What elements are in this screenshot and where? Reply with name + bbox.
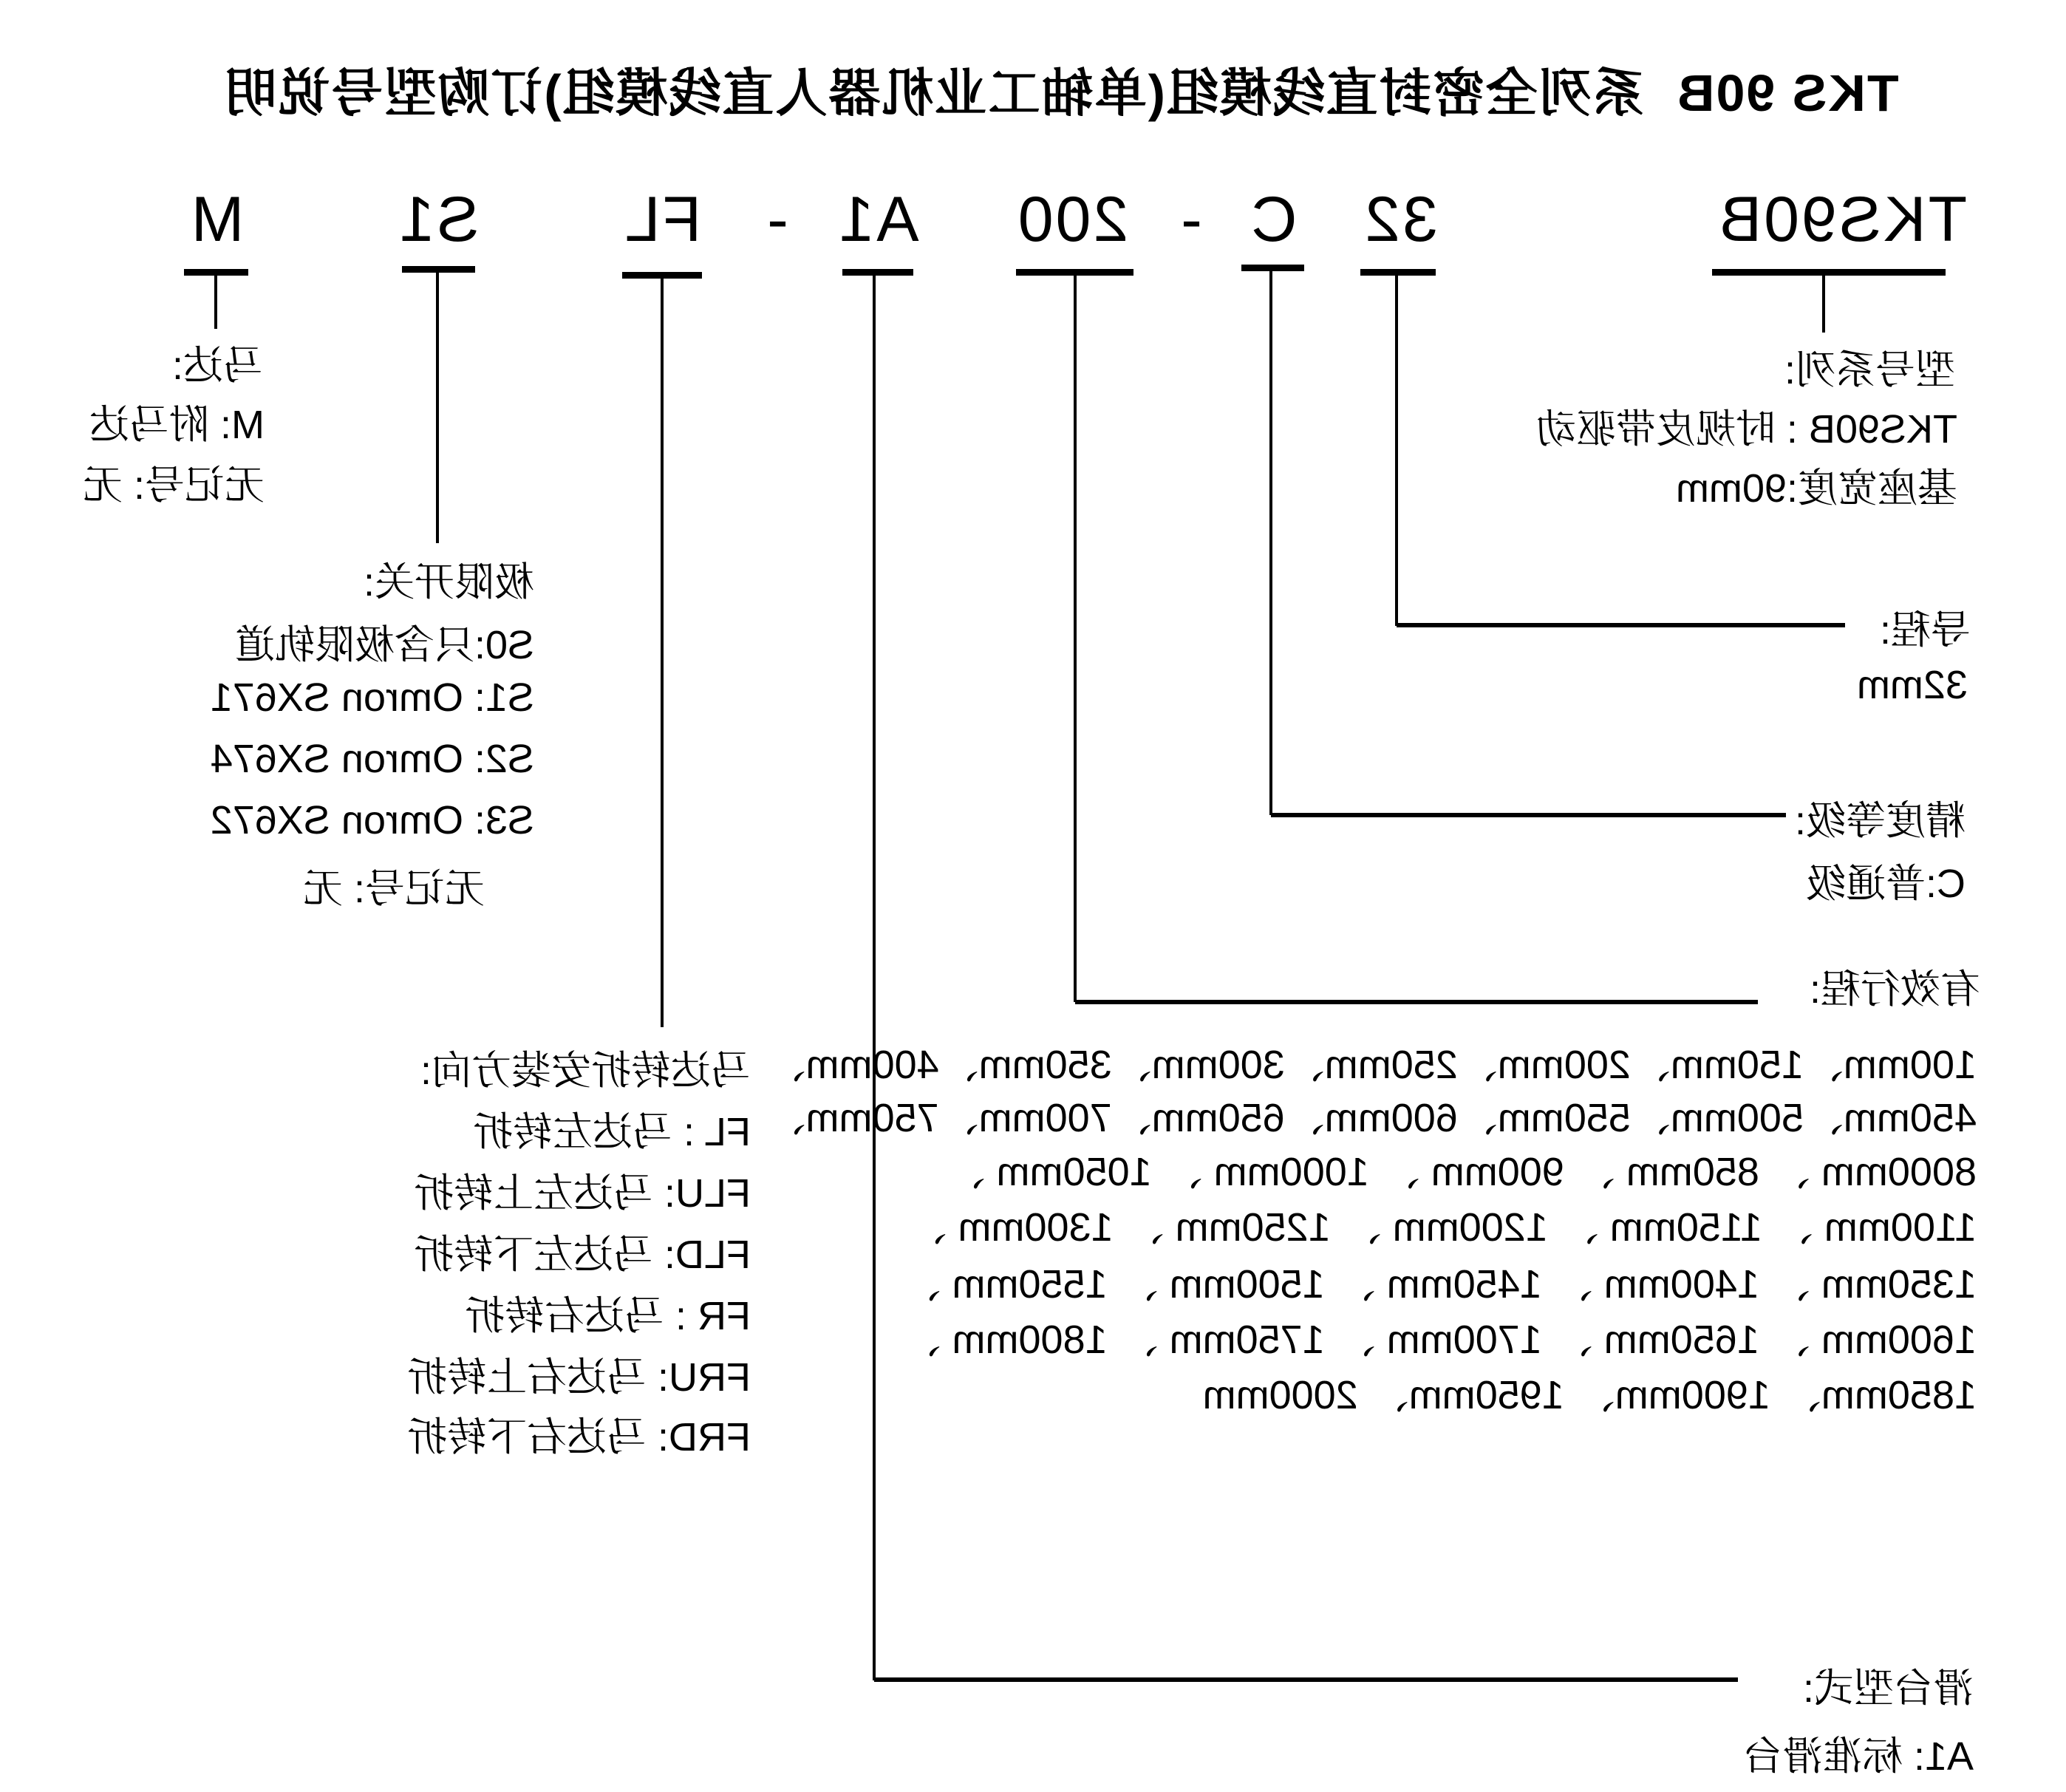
stroke-line-7: 1850mm、 1900mm、 1950mm、 2000mm xyxy=(1202,1373,1977,1417)
stroke-line-3: 8000mm 、 850mm 、 900mm 、 1000mm 、 1050mm 、 xyxy=(945,1150,1977,1194)
page-title: TKS 90B 系列全密封直线模组(单轴工业机器人直线模组)订购型号说明 xyxy=(223,64,1899,122)
underline-slider xyxy=(842,269,913,276)
series-line-1: TKS90B : 时规皮带驱动 xyxy=(1535,407,1957,452)
slider-line-1: A1: 标准滑台 xyxy=(1742,1734,1974,1779)
motordir-line-3: FLD: 马达左下转折 xyxy=(413,1233,751,1277)
switch-line-4: S3: Omron SX672 xyxy=(210,798,534,842)
vline-switch xyxy=(436,272,439,543)
lead-label: 导程: xyxy=(1879,608,1971,653)
series-line-2: 基座宽度:90mm xyxy=(1675,466,1957,511)
code-segment-lead: 32 xyxy=(1363,184,1438,255)
code-segment-slider: A1 xyxy=(836,184,919,255)
code-segment-dash-2: - xyxy=(765,184,788,255)
underline-accuracy xyxy=(1241,265,1304,271)
leader-slider xyxy=(874,1677,1738,1682)
underline-lead xyxy=(1360,269,1436,276)
motordir-line-2: FLU: 马达左上转折 xyxy=(413,1171,751,1216)
slider-label: 滑台型式: xyxy=(1802,1666,1974,1711)
switch-line-5: 无记号: 无 xyxy=(302,867,485,911)
motordir-line-6: FRD: 马达右下转折 xyxy=(407,1415,751,1459)
motor-label: 马达: xyxy=(171,344,263,388)
switch-line-2: S1: Omron SX671 xyxy=(210,675,534,720)
stroke-label: 有效行程: xyxy=(1809,967,1980,1012)
vline-stroke xyxy=(1074,275,1077,1002)
stroke-line-2: 450mm、500mm、550mm、600mm、650mm、700mm、750mm、 xyxy=(766,1096,1977,1140)
vline-slider xyxy=(873,275,876,1680)
code-segment-accuracy: C xyxy=(1249,184,1298,255)
code-segment-series: TKS90B xyxy=(1716,184,1968,255)
code-segment-motordir: FL xyxy=(622,184,702,255)
vline-motor xyxy=(214,275,217,329)
accuracy-line-1: C:普通级 xyxy=(1806,862,1966,906)
lead-line-1: 32mm xyxy=(1856,663,1968,707)
motordir-label: 马达转折安装方向: xyxy=(420,1049,751,1093)
accuracy-label: 精度等级: xyxy=(1794,799,1966,843)
motordir-line-5: FRU: 马达右上转折 xyxy=(407,1355,751,1400)
vline-series xyxy=(1822,275,1825,333)
vline-accuracy xyxy=(1269,270,1272,815)
stroke-line-5: 1350mm 、 1400mm 、 1450mm 、 1500mm 、 1550mm 、 xyxy=(901,1262,1977,1306)
switch-label: 极限开关: xyxy=(363,560,534,604)
motordir-line-1: FL : 马达左转折 xyxy=(472,1110,751,1154)
motor-line-2: 无记号: 无 xyxy=(82,463,265,508)
code-segment-dash-1: - xyxy=(1179,184,1202,255)
code-segment-motor: M xyxy=(188,184,245,255)
switch-line-3: S2: Omron SX674 xyxy=(210,737,534,781)
stroke-line-6: 1600mm 、 1650mm 、 1700mm 、 1750mm 、 1800mm 、 xyxy=(901,1318,1977,1362)
leader-stroke xyxy=(1075,1000,1758,1004)
motor-line-1: M: 附马达 xyxy=(89,403,265,447)
series-label: 型号系列: xyxy=(1784,348,1955,392)
leader-lead xyxy=(1397,623,1845,627)
vline-lead xyxy=(1395,275,1398,626)
underline-series xyxy=(1712,269,1946,276)
switch-line-1: S0:只含极限轨道 xyxy=(234,623,534,667)
stroke-line-1: 100mm、150mm、200mm、250mm、300mm、350mm、400mm、 xyxy=(766,1043,1977,1087)
code-segment-switch: S1 xyxy=(397,184,480,255)
stroke-line-4: 1100mm 、 1150mm 、 1200mm 、 1250mm 、 1300mm 、 xyxy=(907,1205,1977,1250)
motordir-line-4: FR : 马达右转折 xyxy=(465,1294,751,1338)
vline-motordir xyxy=(661,275,664,1027)
code-segment-stroke: 200 xyxy=(1015,184,1129,255)
leader-accuracy xyxy=(1271,813,1786,817)
